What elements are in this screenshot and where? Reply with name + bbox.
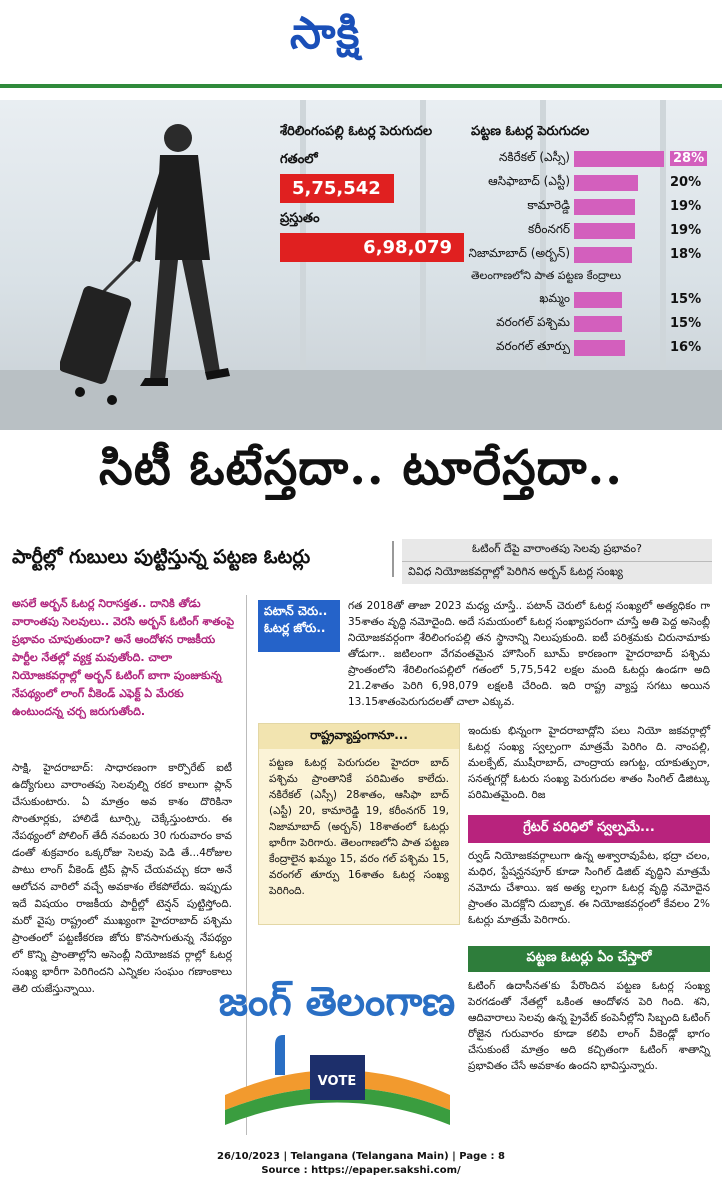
bar-fill xyxy=(574,175,638,191)
bar-row xyxy=(465,337,710,358)
bar-track xyxy=(574,223,664,239)
bar-value: 20% xyxy=(670,175,702,190)
statewide-box xyxy=(258,723,460,925)
old-centers-title: తెలంగాణలోని పాత పట్టణ కేంద్రాలు xyxy=(471,269,622,282)
bar-value: 15% xyxy=(670,292,702,307)
bar-fill xyxy=(574,199,635,215)
subhead-point-2: వివిధ నియోజకవర్గాల్లో పెరిగిన అర్బన్ ఓటర్ల సంఖ్య xyxy=(408,565,623,578)
intro-paragraph: అసలే అర్బన్ ఓటర్ల నిరాసక్తత.. దానికి తోడు వారాంతపు సెలవులు.. వెరసి అర్బన్ ఓటింగ్ శాతంపై ప్రభావం చూపుతుందా? అనే ఆందోళన రాజకీయ పార్టీల నేతల్లో వ్యక్త మవుతోంది. చాలా నియోజకవర్గాల్లో అర్బన్ ఓటింగ్ బాగా పుంజుకున్న నేపథ్యంలో లాంగ్ వీకెండ్ ఎఫెక్ట్ ఏ మేరకు ఉంటుందన్న చర్చ జరుగుతోంది. xyxy=(12,597,235,718)
bar-row xyxy=(465,244,710,265)
patan-box-line2: ఓటర్ల జోరు.. xyxy=(264,621,326,635)
bar-fill xyxy=(574,247,632,263)
bar-row xyxy=(465,196,710,217)
bar-track xyxy=(574,247,664,263)
masthead-rule xyxy=(0,84,722,88)
stats-panel xyxy=(270,114,710,414)
bar-fill xyxy=(574,151,664,167)
patan-paragraph: గత 2018తో తాజా 2023 మధ్య చూస్తే.. పటాన్ చెరులో ఓటర్ల సంఖ్యలో అత్యధికం గా 35శాతం వృద్ధి నమోదైంది. అదే సమయంలో ఓటర్ల సంఖ్యాపరంగా చూస్తే అతి పెద్ద అసెంబ్లీ నియోజకవర్గంగా శేరిలింగంపల్లి తన స్థానాన్ని నిలుపుకుంది. ఐటీ పరిశ్రమకు చిరునామాకు తోడుగా.. జటిలంగా వేగవంతమైన హౌసింగ్ బూమ్ కారణంగా హైదరాబాద్ పశ్చిమ ప్రాంతంలోని శేరిలింగంపల్లిలో గతంలో 5,75,542 లక్షల మంది ఓటర్లు ఉండగా అది 21.2శాతం పెరిగి 6,98,079 లక్షలకి చేరింది. ఇది రాష్ట్ర వ్యాప్త సగటు అయిన 13.15శాతంపెరుగుదలతో చాలా ఎక్కువ. xyxy=(348,600,710,708)
patan-box xyxy=(258,600,340,652)
bar-fill xyxy=(574,340,625,356)
greater-heading: గ్రేటర్ పరిధిలో స్వల్పమే... xyxy=(468,815,710,843)
bar-track xyxy=(574,340,664,356)
column-3-text-b: ర్వుడ్ నియోజకవర్గాలుగా ఉన్న అశ్వారావుపేట, భద్రా చలం, మధిర, స్టేషన్ఘనపూర్ కూడా సింగిల్ డిజిట్ వృద్ధిని మాత్రమే నమోదు చేశాయి. ఇక అత్య ల్పంగా ఓటర్ల వృద్ధి నమోదైన ప్రాంతం మెదక్లోని దుబ్బాక. ఈ నియోజకవర్గంలో కేవలం 2% ఓటర్లు మాత్రమే పెరిగారు. xyxy=(468,850,710,926)
bar-label: ఖమ్మం xyxy=(539,291,570,305)
bar-label: వరంగల్ పశ్చిమ xyxy=(496,315,570,329)
bar-value: 28% xyxy=(670,151,707,166)
bar-value: 15% xyxy=(670,316,702,331)
group2-bars xyxy=(465,289,710,358)
main-headline: సిటీ ఓటేస్తదా.. టూరేస్తదా.. xyxy=(99,440,623,496)
bar-row xyxy=(465,148,710,169)
logo-art-text: జంగ్ తెలంగాణ xyxy=(218,979,456,1025)
bar-track xyxy=(574,292,664,308)
urban-voters-heading: పట్టణ ఓటర్లు ఏం చేస్తారో xyxy=(468,946,710,972)
bar-track xyxy=(574,151,664,167)
bar-value: 19% xyxy=(670,199,702,214)
bar-row xyxy=(465,172,710,193)
bar-label: వరంగల్ తూర్పు xyxy=(495,339,570,353)
bar-track xyxy=(574,175,664,191)
bar-row xyxy=(465,220,710,241)
urban-growth-chart xyxy=(465,114,710,361)
bar-value: 16% xyxy=(670,340,702,355)
serilingampally-title: శేరిలింగంపల్లి ఓటర్ల పెరుగుదల xyxy=(280,124,433,139)
urban-growth-title: పట్టణ ఓటర్ల పెరుగుదల xyxy=(471,124,590,139)
column-1-text: సాక్షి, హైదరాబాద్: సాధారణంగా కార్పొరేట్ ఐటీ ఉద్యోగులు వారాంతపు సెలవుల్ని రకర కాలుగా ప్లాన్ చేసుకుంటారు. ఏ మాత్రం అవ కాశం దొరికినా సొంతూర్లకు, హాలిడే టూర్స్కి చెక్కేస్తుంటారు. ఈ నేపథ్యంలో పోలింగ్ తేదీ నవంబరు 30 గురువారం కావ డంతో శుక్రవారం ఒక్కరోజు సెలవు పెడి తే...4రోజుల పాటు లాంగ్ వీకెండ్ ట్రిప్ ప్లాన్ చేయవచ్చు కదా అనే ఆలోచన వారిలో వచ్చే అవకాశం లేకపోలేదు. ఇప్పుడు ఇదే విషయం రాజకీయ పార్టీల్లో టెన్షన్ పుట్టిస్తోంది. మరో వైపు రాష్ట్రంలో ముఖ్యంగా హైదరాబాద్ పశ్చిమ ప్రాంతంలో పట్టణీకరణ జోరు కొనసాగుతున్న నేపథ్యం లో కొన్ని ప్రాంతాల్లోని అసెంబ్లీ నియోజకవ ర్గాల్లో ఓటర్ల సంఖ్య భారీగా పెరిగిందని ఎన్నికల సంఘం గణాంకాలు తెలి యజేస్తున్నాయి. xyxy=(12,762,232,995)
bar-fill xyxy=(574,292,622,308)
bar-value: 18% xyxy=(670,247,702,262)
masthead xyxy=(0,0,722,80)
footer-source[interactable]: Source : https://epaper.sakshi.com/ xyxy=(261,1165,461,1176)
patan-box-line1: పటాన్ చెరు.. xyxy=(264,604,328,618)
top-graphic xyxy=(0,100,722,430)
present-label: ప్రస్తుతం xyxy=(280,211,320,226)
finger-icon xyxy=(275,1035,285,1075)
jung-telangana-logo xyxy=(215,935,460,1135)
present-value: 6,98,079 xyxy=(280,233,464,262)
footer-dateline: 26/10/2023 | Telangana (Telangana Main) | Page : 8 xyxy=(217,1151,505,1162)
statewide-body: పట్టణ ఓటర్ల పెరుగుదల హైదరా బాద్ పశ్చిమ ప్రాంతానికే పరిమితం కాలేదు. నకిరేకల్ (ఎస్సీ) 28శాతం, ఆసిఫా బాద్ (ఎస్టీ) 20, కామారెడ్డి 19, కరీంనగర్ 19, నిజామాబాద్ (అర్బన్) 18శాతంలో ఓటర్లు భారీగా పెరిగారు. తెలంగాణలోని పాత పట్టణ కేంద్రాలైన ఖమ్మం 15, వరం గల్ పశ్చిమ 15, వరంగల్ తూర్పు 16శాతం ఓటర్ల సంఖ్య పెరిగింది. xyxy=(269,757,449,897)
bar-label: కరీంనగర్ xyxy=(527,222,570,236)
group1-bars xyxy=(465,148,710,265)
traveler-illustration xyxy=(60,110,280,410)
bar-label: ఆసిఫాబాద్ (ఎస్టీ) xyxy=(488,174,570,188)
column-3-text-c: ఓటింగ్ ఉదాసీనత'కు పేరొందిన పట్టణ ఓటర్ల సంఖ్య పెరగడంతో నేతల్లో ఒకింత ఆందోళన పెరి గింది. శని, ఆదివారాలు సెలవు ఉన్న ప్రైవేట్ కంపెనీల్లోని సిబ్బంది ఓటింగ్ రోజైన గురువారం కూడా కలిపి లాంగ్ వీకెండ్లో భాగం చేసుకుంటే మాత్రం అది కచ్చితంగా ఓటింగ్ శాతాన్ని ప్రభావితం చేసే అవకాశం ఉందని భావిస్తున్నారు. xyxy=(468,980,710,1072)
past-value: 5,75,542 xyxy=(280,174,394,203)
bar-value: 19% xyxy=(670,223,702,238)
page-footer xyxy=(0,1150,722,1190)
bar-row xyxy=(465,289,710,310)
subhead-main: పార్టీల్లో గుబులు పుట్టిస్తున్న పట్టణ ఓటర్లు xyxy=(12,541,394,577)
subhead-bar xyxy=(0,535,722,585)
past-label: గతంలో xyxy=(280,152,318,167)
subhead-points xyxy=(402,539,712,584)
subhead-point-1: ఓటింగ్ దేపై వారాంతపు సెలవు ప్రభావం? xyxy=(402,539,712,562)
bar-label: నిజామాబాద్ (అర్బన్) xyxy=(468,246,570,260)
bar-row xyxy=(465,313,710,334)
column-3-text-a: ఇందుకు భిన్నంగా హైదరాబాద్లోని పలు నియో జకవర్గాల్లో ఓటర్ల సంఖ్య స్వల్పంగా మాత్రమే పెరిగిం ది. నాంపల్లి, మలక్పేట్, ముషీరాబాద్, చాంద్రాయ ణగుట్ట, యాకుత్పురా, సనత్నగర్లో ఓటరు సంఖ్య పెరుగుదల శాతం సింగిల్ డిజిట్కు పరిమితమైంది. రిజ xyxy=(468,725,710,801)
bar-track xyxy=(574,199,664,215)
sakshi-logo[interactable]: సాక్షి xyxy=(290,8,361,59)
bar-label: నకిరేకల్ (ఎస్సీ) xyxy=(498,150,570,164)
bar-fill xyxy=(574,316,622,332)
bar-label: కామారెడ్డి xyxy=(527,198,570,212)
statewide-title: రాష్ట్రవ్యాప్తంగానూ... xyxy=(259,724,459,749)
vote-label: VOTE xyxy=(317,1074,357,1089)
bar-track xyxy=(574,316,664,332)
bar-fill xyxy=(574,223,635,239)
